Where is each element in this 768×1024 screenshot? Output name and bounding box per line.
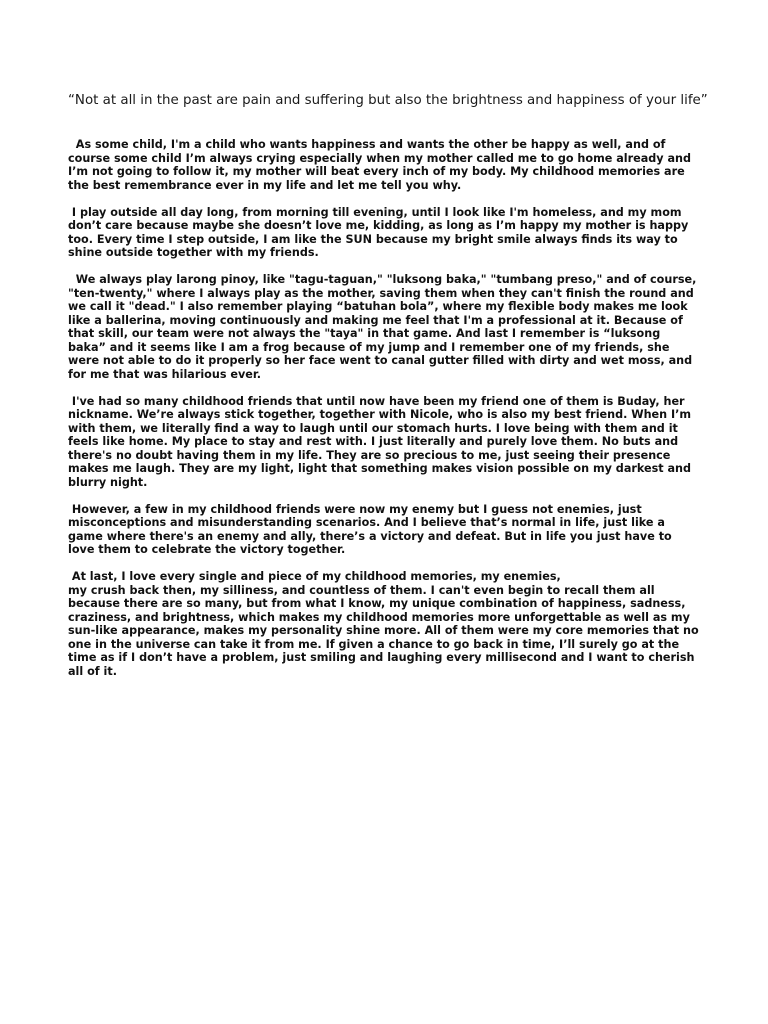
paragraph-larong-pinoy: We always play larong pinoy, like "tagu-taguan," "luksong baka," "tumbang preso," and of course, "ten-twenty," where I always play as the mother, saving them when they can't finish the round and we call it "dead." I also remember playing “batuhan bola”, where my flexible body makes me look like a ballerina, moving continuously and making me feel that I'm a professional at it. Because of that skill, our team were not always the "taya" in that game. And last I remember is “luksong baka” and it seems like I am a frog because of my jump and I remember one of my friends, she were not able to do it properly so her face went to canal gutter filled with dirty and wet moss, and for me that was hilarious ever. xyxy=(68,273,701,381)
paragraph-enemies: However, a few in my childhood friends were now my enemy but I guess not enemies, just misconceptions and misunderstanding scenarios. And I believe that’s normal in life, just like a game where there's an enemy and ally, there’s a victory and defeat. But in life you just have to love them to celebrate the victory together. xyxy=(68,502,676,556)
paragraph-playing-outside: I play outside all day long, from morning till evening, until I look like I'm homeless, and my mom don’t care because maybe she doesn’t love me, kidding, as long as I’m happy my mother is happy too. Every time I step outside, I am like the SUN because my bright smile always finds its way to shine outside together with my friends. xyxy=(68,205,693,259)
paragraph-childhood-friends: I've had so many childhood friends that until now have been my friend one of them is Buday, her nickname. We’re always stick together, together with Nicole, who is also my best friend. When I’m with them, we literally find a way to laugh until our stomach hurts. I love being with them and it feels like home. My place to stay and rest with. I just literally and purely love them. No buts and there's no doubt having them in my life. They are so precious to me, just seeing their presence makes me laugh. They are my light, light that something makes vision possible on my darkest and blurry night. xyxy=(68,394,695,489)
paragraph-intro: As some child, I'm a child who wants happiness and wants the other be happy as well, and of course some child I’m always crying especially when my mother called me to go home already and I’m not going to follow it, my mother will beat every inch of my body. My childhood memories are the best remembrance ever in my life and let me tell you why. xyxy=(68,138,695,192)
document-title: “Not at all in the past are pain and suffering but also the brightness and happiness of your life” xyxy=(68,93,708,108)
document-body xyxy=(68,138,700,692)
paragraph-conclusion: At last, I love every single and piece of my childhood memories, my enemies, my crush back then, my silliness, and countless of them. I can't even begin to recall them all because there are so many, but from what I know, my unique combination of happiness, sadness, craziness, and brightness, which makes my childhood memories more unforgettable as well as my sun-like appearance, makes my personality shine more. All of them were my core memories that no one in the universe can take it from me. If given a chance to go back in time, I’ll surely go at the time as if I don’t have a problem, just smiling and laughing every millisecond and I want to cherish all of it. xyxy=(68,570,699,678)
